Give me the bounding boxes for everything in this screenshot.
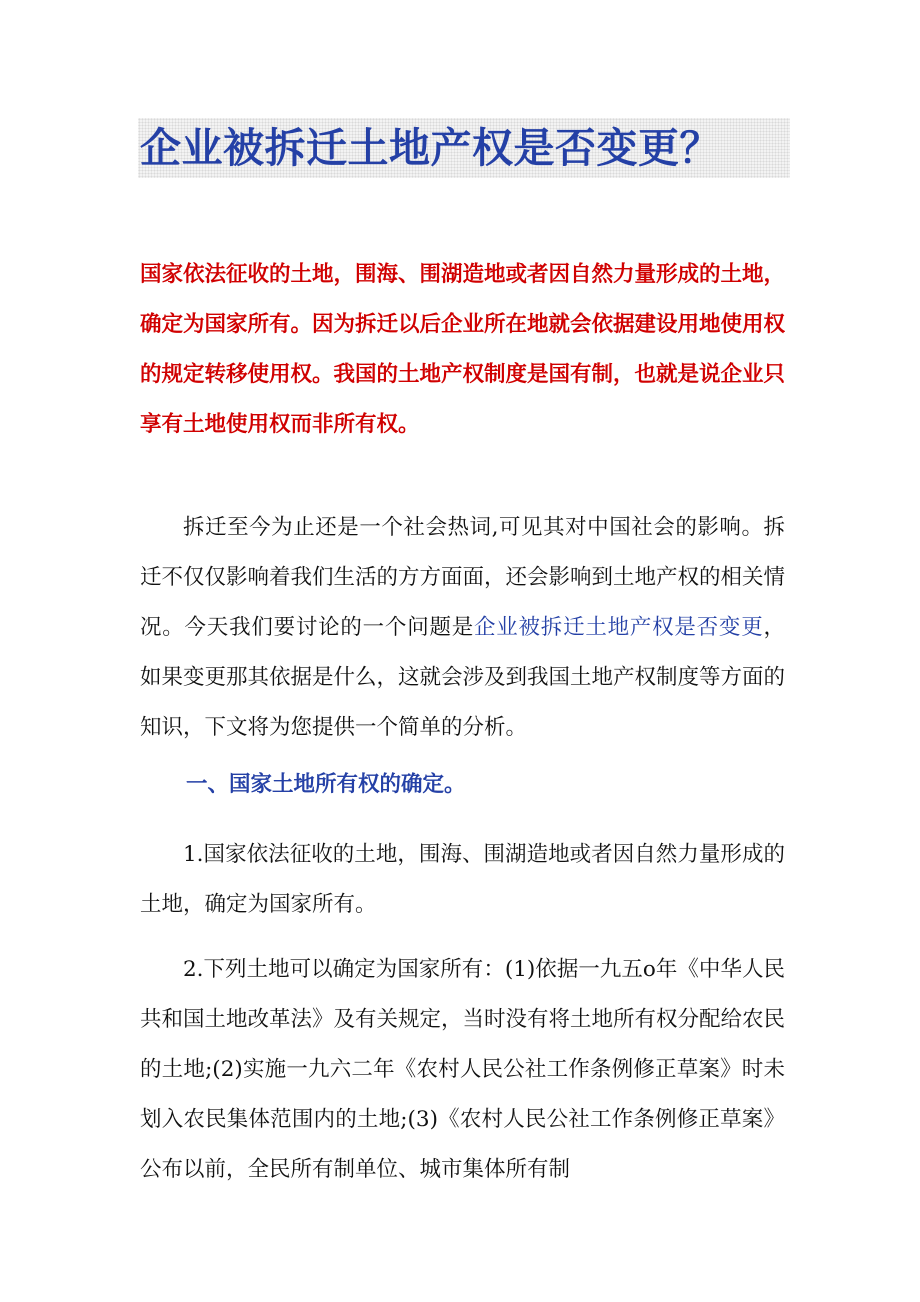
section-heading-1: 一、国家土地所有权的确定。	[186, 772, 466, 797]
intro-paragraph	[140, 503, 785, 753]
intro-text-after: ，如果变更那其依据是什么，这就会涉及到我国土地产权制度等方面的知识，下文将为您提供一个简单的分析。	[140, 615, 786, 740]
page-title: 企业被拆迁土地产权是否变更？	[140, 124, 721, 172]
list-item-2: 2.下列土地可以确定为国家所有：(1)依据一九五o年《中华人民共和国土地改革法》及有关规定，当时没有将土地所有权分配给农民的土地;(2)实施一九六二年《农村人民公社工作条例修正草案》时未划入农民集体范围内的土地;(3)《农村人民公社工作条例修正草案》公布以前，全民所有制单位、城市集体所有制	[140, 957, 786, 1182]
intro-text-before: 拆迁至今为止还是一个社会热词,可见其对中国社会的影响。拆迁不仅仅影响着我们生活的方方面面，还会影响到土地产权的相关情况。今天我们要讨论的一个问题是	[140, 515, 786, 640]
topic-link[interactable]: 企业被拆迁土地产权是否变更	[474, 615, 764, 640]
list-item-1: 1.国家依法征收的土地，围海、围湖造地或者因自然力量形成的土地，确定为国家所有。	[140, 842, 785, 917]
title-banner	[138, 118, 790, 178]
summary-paragraph: 国家依法征收的土地，围海、围湖造地或者因自然力量形成的土地，确定为国家所有。因为拆迁以后企业所在地就会依据建设用地使用权的规定转移使用权。我国的土地产权制度是国有制，也就是说企业只享有土地使用权而非所有权。	[140, 262, 786, 437]
